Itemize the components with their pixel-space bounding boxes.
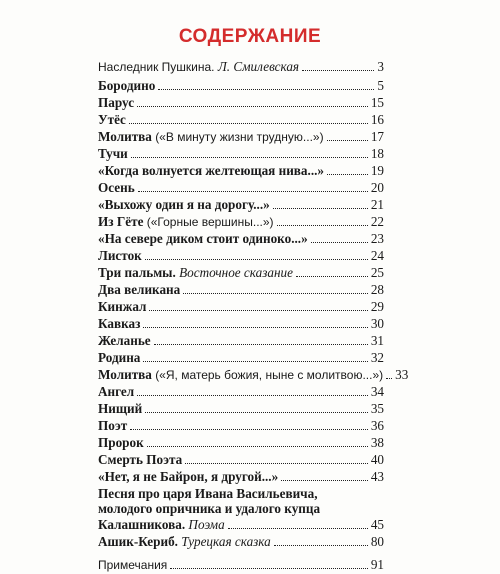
entry-title: «Когда волнуется желтеющая нива...» bbox=[98, 163, 325, 178]
leader-dots bbox=[147, 446, 368, 447]
page-number: 38 bbox=[370, 435, 384, 450]
list-item bbox=[98, 417, 384, 434]
page-number: 45 bbox=[370, 517, 384, 532]
entry-title: Родина bbox=[98, 350, 141, 365]
entry-title: Поэт bbox=[98, 418, 128, 433]
page-number: 3 bbox=[377, 59, 384, 74]
page-number: 91 bbox=[370, 557, 384, 572]
page-number: 80 bbox=[370, 534, 384, 549]
leader-dots bbox=[327, 140, 368, 141]
entry-subtitle: Восточное сказание bbox=[179, 265, 293, 280]
entry-author: Л. Смилевская bbox=[217, 59, 300, 74]
entry-title: Ангел bbox=[98, 384, 135, 399]
list-item bbox=[98, 77, 384, 94]
entry-title: Желанье bbox=[98, 333, 151, 348]
entry-title: Парус bbox=[98, 95, 135, 110]
entry-title: Молитва bbox=[98, 129, 152, 144]
page-number: 29 bbox=[370, 299, 384, 314]
list-item bbox=[98, 315, 384, 332]
page-number: 32 bbox=[370, 350, 384, 365]
entry-title: Смерть Поэта bbox=[98, 452, 183, 467]
page-number: 18 bbox=[370, 146, 384, 161]
list-item bbox=[98, 230, 384, 247]
list-item bbox=[98, 264, 384, 281]
list-item bbox=[98, 556, 384, 573]
leader-dots bbox=[138, 191, 368, 192]
leader-dots bbox=[145, 412, 368, 413]
list-item bbox=[98, 332, 384, 349]
leader-dots bbox=[158, 89, 374, 90]
list-item bbox=[98, 213, 384, 230]
entry-title: Тучи bbox=[98, 146, 128, 161]
leader-dots bbox=[145, 259, 368, 260]
page-number: 21 bbox=[370, 197, 384, 212]
list-item bbox=[98, 434, 384, 451]
page-number: 33 bbox=[395, 367, 409, 382]
page-number: 23 bbox=[370, 231, 384, 246]
entry-title: Два великана bbox=[98, 282, 181, 297]
leader-dots bbox=[386, 378, 392, 379]
list-item bbox=[98, 451, 384, 468]
entry-title-line: молодого опричника и удалого купца bbox=[98, 501, 321, 516]
list-item bbox=[98, 533, 384, 550]
entry-title: Осень bbox=[98, 180, 135, 195]
entry-title: «Нет, я не Байрон, я другой...» bbox=[98, 469, 279, 484]
entry-title: Кавказ bbox=[98, 316, 141, 331]
entry-title: Ашик-Кериб. bbox=[98, 534, 178, 549]
list-item bbox=[98, 349, 384, 366]
entry-title: Пророк bbox=[98, 435, 144, 450]
list-item bbox=[98, 383, 384, 400]
list-item bbox=[98, 179, 384, 196]
entry-title: Утёс bbox=[98, 112, 126, 127]
leader-dots bbox=[302, 70, 374, 71]
list-item bbox=[98, 58, 384, 75]
entry-title: Бородино bbox=[98, 78, 156, 93]
page-number: 5 bbox=[377, 78, 384, 93]
leader-dots bbox=[228, 528, 368, 529]
leader-dots bbox=[170, 568, 368, 569]
list-item bbox=[98, 128, 384, 145]
page-number: 22 bbox=[370, 214, 384, 229]
leader-dots bbox=[143, 327, 367, 328]
page-number: 34 bbox=[370, 384, 384, 399]
page-number: 16 bbox=[370, 112, 384, 127]
leader-dots bbox=[154, 344, 368, 345]
entry-subtitle: («Горные вершины...») bbox=[146, 215, 274, 229]
entry-title: Наследник Пушкина. bbox=[98, 60, 215, 74]
entry-title: Нищий bbox=[98, 401, 143, 416]
leader-dots bbox=[129, 123, 368, 124]
entry-title: Кинжал bbox=[98, 299, 147, 314]
page-title: СОДЕРЖАНИЕ bbox=[178, 26, 322, 47]
page-number: 43 bbox=[370, 469, 384, 484]
page-number: 35 bbox=[370, 401, 384, 416]
entry-title: Молитва bbox=[98, 367, 152, 382]
page-number: 30 bbox=[370, 316, 384, 331]
page-number: 40 bbox=[370, 452, 384, 467]
entry-title-line: Песня про царя Ивана Васильевича, bbox=[98, 486, 318, 501]
leader-dots bbox=[149, 310, 367, 311]
leader-dots bbox=[273, 208, 368, 209]
page-number: 31 bbox=[370, 333, 384, 348]
list-item bbox=[98, 516, 384, 533]
entry-title: Примечания bbox=[98, 558, 168, 572]
page-number: 36 bbox=[370, 418, 384, 433]
leader-dots bbox=[311, 242, 368, 243]
leader-dots bbox=[277, 225, 368, 226]
page-number: 15 bbox=[370, 95, 384, 110]
entry-subtitle: Турецкая сказка bbox=[181, 534, 271, 549]
list-item bbox=[98, 111, 384, 128]
list-item bbox=[98, 366, 409, 383]
page-number: 17 bbox=[370, 129, 384, 144]
page-number: 19 bbox=[370, 163, 384, 178]
leader-dots bbox=[130, 429, 368, 430]
list-item bbox=[98, 94, 384, 111]
leader-dots bbox=[296, 276, 368, 277]
page-number: 24 bbox=[370, 248, 384, 263]
list-item bbox=[98, 196, 384, 213]
list-item-multiline bbox=[98, 486, 384, 516]
entry-title: «На севере диком стоит одиноко...» bbox=[98, 231, 308, 246]
entry-title: «Выхожу один я на дорогу...» bbox=[98, 197, 270, 212]
leader-dots bbox=[143, 361, 367, 362]
leader-dots bbox=[327, 174, 368, 175]
page-number: 25 bbox=[370, 265, 384, 280]
list-item bbox=[98, 298, 384, 315]
page-number: 28 bbox=[370, 282, 384, 297]
leader-dots bbox=[137, 106, 368, 107]
leader-dots bbox=[274, 545, 368, 546]
leader-dots bbox=[137, 395, 368, 396]
list-item bbox=[98, 468, 384, 485]
entry-title: Листок bbox=[98, 248, 142, 263]
entry-subtitle: («В минуту жизни трудную...») bbox=[155, 130, 324, 144]
list-item bbox=[98, 247, 384, 264]
list-item bbox=[98, 400, 384, 417]
entry-subtitle: Поэма bbox=[188, 517, 225, 532]
entry-title: Калашникова. bbox=[98, 517, 186, 532]
list-item bbox=[98, 281, 384, 298]
leader-dots bbox=[183, 293, 368, 294]
list-item bbox=[98, 145, 384, 162]
leader-dots bbox=[281, 480, 368, 481]
entry-subtitle: («Я, матерь божия, ныне с молитвою...») bbox=[155, 368, 384, 382]
leader-dots bbox=[185, 463, 368, 464]
entry-title: Из Гёте bbox=[98, 214, 144, 229]
list-item bbox=[98, 162, 384, 179]
page-number: 20 bbox=[370, 180, 384, 195]
leader-dots bbox=[131, 157, 368, 158]
entry-title: Три пальмы. bbox=[98, 265, 176, 280]
